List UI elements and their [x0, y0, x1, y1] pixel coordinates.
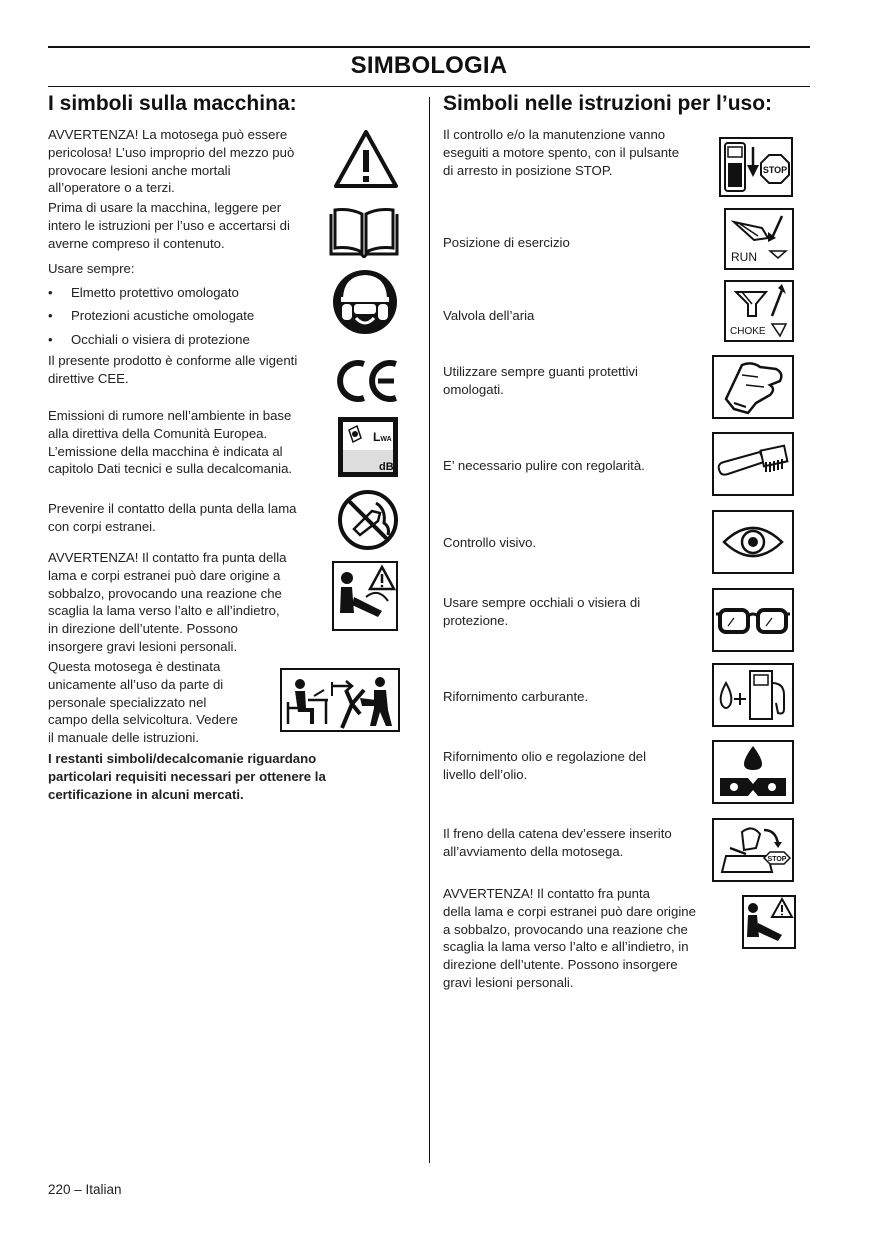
fuel-text: Rifornimento carburante. — [443, 689, 589, 704]
right-heading: Simboli nelle istruzioni per l’uso: — [443, 92, 773, 115]
no-tip-contact-icon — [336, 489, 400, 556]
oil-text: Rifornimento olio e regolazione del livello dell’olio. — [443, 749, 647, 782]
stop-label: STOP — [762, 165, 788, 175]
glasses-icon — [712, 588, 794, 657]
ce-mark-icon — [334, 356, 400, 411]
db-label: dB — [379, 461, 394, 473]
page-title: SIMBOLOGIA — [350, 52, 508, 79]
cleaning-text: E’ necessario pulire con regolarità. — [443, 458, 645, 473]
run-label: RUN — [731, 250, 757, 264]
oil-chain-icon — [712, 740, 794, 809]
tip-contact-text: Prevenire il contatto della punta della lama con corpi estranei. — [48, 501, 297, 534]
page-number: 220 – Italian — [48, 1182, 122, 1197]
stop-switch-text: Il controllo e/o la manutenzione vanno eseguiti a motore spento, con il pulsante di arresto in posizione STOP. — [443, 127, 680, 178]
glasses-text: Usare sempre occhiali o visiera di protezione. — [443, 595, 641, 628]
title-rule — [48, 86, 810, 87]
warning-text: AVVERTENZA! La motosega può essere pericolosa! L’uso improprio del mezzo può provocare lesioni anche mortali all’operatore o a terzi. — [48, 127, 295, 196]
closing-note: I restanti simboli/decalcomanie riguardano particolari requisiti necessari per ottenere la certificazione in alcuni mercati. — [48, 751, 326, 802]
ce-text: Il presente prodotto è conforme alle vigenti direttive CEE. — [48, 353, 298, 386]
noise-emission-icon — [337, 416, 399, 483]
choke-text: Valvola dell’aria — [443, 308, 535, 323]
right-kickback-text: AVVERTENZA! Il contatto fra punta della lama e corpi estranei può dare origine a sobbalzo, provocando una reazione che scaglia la lama verso l’alto e all’indietro, in direzione dell’utente. Possono insorgere gravi lesioni personali. — [443, 886, 696, 990]
warning-triangle-icon — [332, 126, 400, 197]
bullet-item: • Elmetto protettivo omologato — [48, 285, 239, 300]
run-position-icon — [724, 208, 794, 275]
stop-label: STOP — [767, 856, 787, 863]
fuel-pump-icon — [712, 663, 794, 732]
always-use-label: Usare sempre: — [48, 261, 135, 276]
kickback-warning-icon — [332, 561, 398, 636]
choke-icon — [724, 280, 794, 347]
chain-brake-icon — [712, 818, 794, 887]
forestry-text: Questa motosega è destinata unicamente all’uso da parte di personale specializzato nel campo della selvicoltura. Vedere il manuale delle istruzioni. — [48, 659, 238, 746]
professional-use-icon — [280, 668, 400, 737]
eye-icon — [712, 510, 794, 579]
stop-switch-icon — [719, 137, 793, 202]
brush-icon — [712, 432, 794, 501]
left-heading: I simboli sulla macchina: — [48, 92, 297, 115]
manual-text: Prima di usare la macchina, leggere per intero le istruzioni per l’uso e accertarsi di averne compreso il contenuto. — [48, 200, 290, 251]
glove-icon — [712, 355, 794, 424]
gloves-text: Utilizzare sempre guanti protettivi omologati. — [443, 364, 638, 397]
kickback-warning-icon — [742, 895, 796, 954]
visual-check-text: Controllo visivo. — [443, 535, 537, 550]
kickback-text: AVVERTENZA! Il contatto fra punta della lama e corpi estranei può dare origine a sobbalzo, provocando una reazione che scaglia la lama verso l’alto e all’indietro, in direzione dell’utente. Possono insorgere gravi lesioni personali. — [48, 550, 287, 654]
choke-label: CHOKE — [730, 326, 766, 337]
bullet-item: • Occhiali o visiera di protezione — [48, 332, 250, 347]
column-divider — [429, 97, 430, 1163]
lwa-label: LWA — [373, 430, 392, 444]
protective-equipment-icon — [330, 268, 400, 341]
chain-brake-text: Il freno della catena dev’essere inserito all’avviamento della motosega. — [443, 826, 672, 859]
noise-text: Emissioni di rumore nell’ambiente in base alla direttiva della Comunità Europea. L’emissione della macchina è indicata al capitolo Dati tecnici e sulla decalcomania. — [48, 408, 293, 477]
open-book-icon — [328, 208, 400, 263]
top-rule — [48, 46, 810, 48]
run-position-text: Posizione di esercizio — [443, 235, 570, 250]
bullet-item: • Protezioni acustiche omologate — [48, 308, 255, 323]
